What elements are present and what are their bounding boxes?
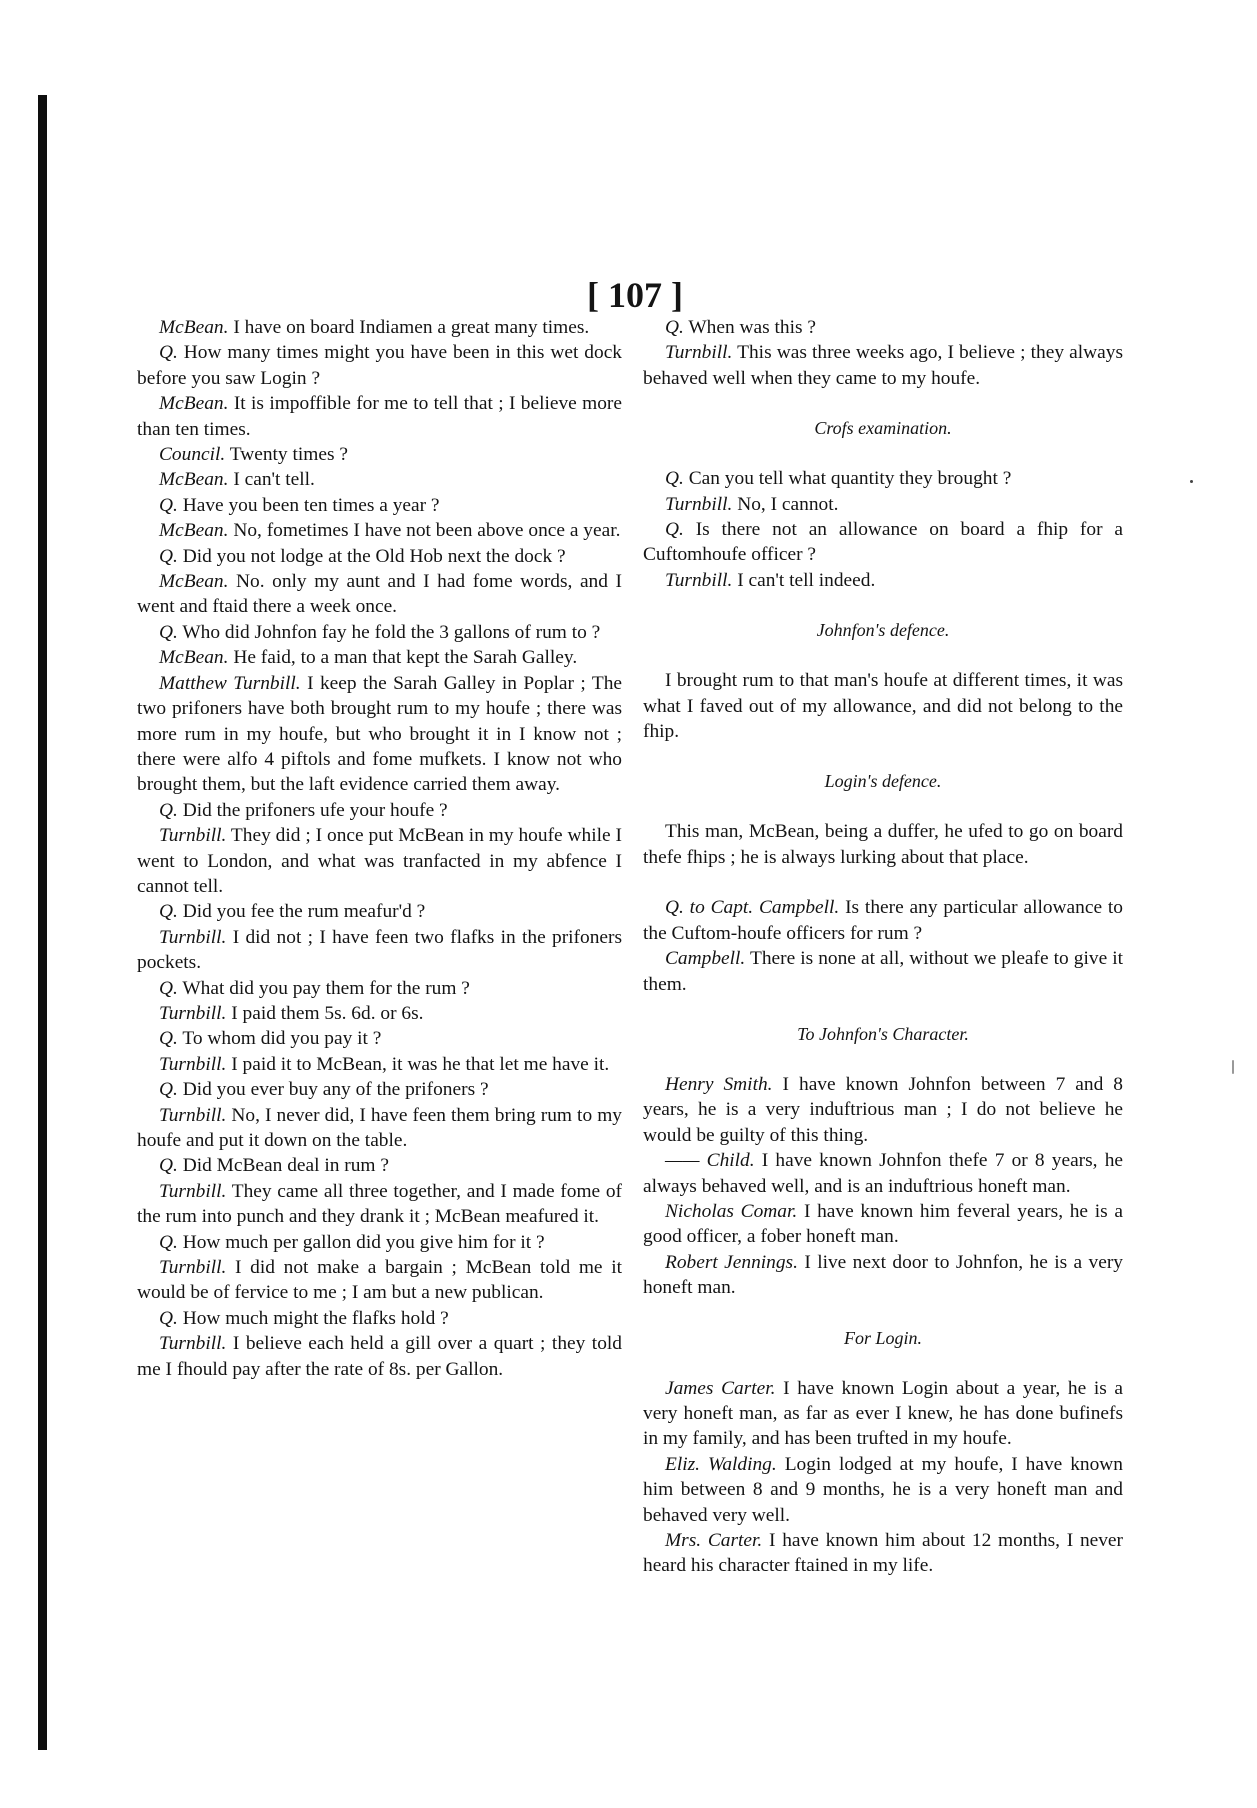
paragraph-text: Can you tell what quantity they brought ? xyxy=(688,468,1012,490)
speaker-label: —— Child. xyxy=(665,1150,755,1172)
left-column xyxy=(137,315,622,1382)
paragraph-text: I believe each held a gill over a quart ; they told me I fhould pay after the rate of 8s. per Gallon. xyxy=(137,1333,622,1380)
speaker-label: Q. xyxy=(159,977,178,999)
speaker-label: McBean. xyxy=(159,520,229,542)
speaker-label: Q. xyxy=(159,1231,178,1253)
paragraph xyxy=(137,1001,622,1026)
paragraph-text: It is impoffible for me to tell that ; I believe more than ten times. xyxy=(137,393,622,440)
paragraph xyxy=(137,823,622,899)
right-column xyxy=(643,315,1123,1579)
paragraph xyxy=(137,925,622,976)
speaker-label: Q. xyxy=(159,1028,178,1050)
paragraph xyxy=(137,442,622,467)
paragraph xyxy=(137,1179,622,1230)
paragraph xyxy=(137,620,622,645)
speaker-label: Q. xyxy=(159,1079,178,1101)
speaker-label: McBean. xyxy=(159,571,229,593)
speaker-label: McBean. xyxy=(159,647,229,669)
paragraph-text: They came all three together, and I made fome of the rum into punch and they drank it ; McBean meafured it. xyxy=(137,1180,622,1228)
paragraph xyxy=(137,467,622,492)
paragraph-text: There is none at all, without we pleafe to give it them. xyxy=(643,948,1123,995)
speaker-label: Mrs. Carter. xyxy=(665,1530,763,1551)
speaker-label: McBean. xyxy=(159,469,229,491)
paragraph-text: Twenty times ? xyxy=(229,444,348,466)
scan-speck xyxy=(1190,480,1193,483)
paragraph xyxy=(643,1199,1123,1250)
paragraph xyxy=(643,1250,1123,1301)
paragraph-text: This was three weeks ago, I believe ; they always behaved well when they came to my houfe. xyxy=(643,342,1124,389)
paragraph xyxy=(643,946,1123,997)
speaker-label: Q. xyxy=(159,1307,178,1329)
paragraph-text: I keep the Sarah Galley in Poplar ; The two prifoners have both brought rum to my houfe ; there was more rum in my houfe, but who brought it in I know not ; there were alfo 4 piftols and fome mufkets. I know not who brought them, but the laft evidence carried them away. xyxy=(137,672,623,796)
paragraph xyxy=(643,1148,1123,1199)
margin-binding-rule xyxy=(38,95,47,1750)
paragraph-text: I paid them 5s. 6d. or 6s. xyxy=(231,1002,424,1024)
paragraph xyxy=(137,671,622,798)
paragraph-text: They did ; I once put McBean in my houfe while I went to London, and what was tranfacted in my abfence I cannot tell. xyxy=(137,825,622,897)
paragraph xyxy=(643,819,1123,870)
paragraph-text: He faid, to a man that kept the Sarah Galley. xyxy=(233,647,578,669)
paragraph-text: Did McBean deal in rum ? xyxy=(182,1155,389,1177)
paragraph xyxy=(643,340,1123,391)
paragraph-text: Did the prifoners ufe your houfe ? xyxy=(182,799,448,821)
paragraph-text: I paid it to McBean, it was he that let me have it. xyxy=(231,1053,610,1075)
paragraph xyxy=(137,1255,622,1306)
paragraph xyxy=(137,340,622,391)
paragraph xyxy=(137,1103,622,1154)
section-heading: Login's defence. xyxy=(824,771,942,792)
paragraph xyxy=(643,492,1123,517)
paragraph-text: How much per gallon did you give him for it ? xyxy=(182,1231,545,1253)
paragraph xyxy=(137,544,622,569)
paragraph xyxy=(643,1452,1123,1528)
speaker-label: McBean. xyxy=(159,317,229,338)
paragraph xyxy=(137,1077,622,1102)
paragraph-text: I have known Login about a year, he is a very honeft man, as far as ever I knew, he has done bufinefs in my family, and has been trufted in my houfe. xyxy=(643,1377,1123,1450)
paragraph-text: Login lodged at my houfe, I have known him between 8 and 9 months, he is a very honeft man and behaved very well. xyxy=(643,1453,1123,1526)
speaker-label: Robert Jennings. xyxy=(665,1251,798,1273)
speaker-label: Q. xyxy=(159,1155,178,1177)
paragraph-text: To whom did you pay it ? xyxy=(182,1028,382,1050)
speaker-label: Q. to Capt. Campbell. xyxy=(665,897,840,919)
paragraph-text: Did you ever buy any of the prifoners ? xyxy=(182,1079,489,1101)
paragraph-text: Did you fee the rum meafur'd ? xyxy=(182,901,426,923)
speaker-label: Turnbill. xyxy=(159,926,227,948)
paragraph-text: How many times might you have been in this wet dock before you saw Login ? xyxy=(137,342,622,389)
paragraph-text: Who did Johnfon fay he fold the 3 gallons of rum to ? xyxy=(182,621,601,643)
paragraph xyxy=(643,517,1123,568)
paragraph-text: I live next door to Johnfon, he is a very honeft man. xyxy=(643,1251,1123,1299)
scan-speck xyxy=(1232,1060,1234,1074)
speaker-label: Q. xyxy=(159,901,178,923)
paragraph xyxy=(137,1153,622,1178)
paragraph xyxy=(643,1528,1123,1579)
paragraph-text: What did you pay them for the rum ? xyxy=(182,977,470,999)
paragraph-text: No, I never did, I have feen them bring rum to my houfe and put it down on the table. xyxy=(137,1104,622,1151)
paragraph-text: I have known Johnfon between 7 and 8 years, he is a very induftrious man ; I do not believe he would be guilty of this thing. xyxy=(643,1073,1123,1146)
speaker-label: Q. xyxy=(159,342,178,364)
paragraph-text: Have you been ten times a year ? xyxy=(182,494,440,516)
paragraph xyxy=(137,1026,622,1051)
speaker-label: Turnbill. xyxy=(665,493,733,515)
paragraph-text: I have known him about 12 months, I never heard his character ftained in my life. xyxy=(643,1530,1123,1577)
paragraph xyxy=(643,466,1123,491)
page-number: [ 107 ] xyxy=(587,275,683,315)
paragraph xyxy=(643,1376,1123,1452)
speaker-label: Matthew Turnbill. xyxy=(159,672,301,694)
paragraph-text: I have on board Indiamen a great many times. xyxy=(233,317,590,338)
paragraph-text: I can't tell indeed. xyxy=(737,569,876,591)
paragraph-text: No, I cannot. xyxy=(737,493,839,515)
paragraph xyxy=(137,645,622,670)
speaker-label: Q. xyxy=(159,799,178,821)
paragraph xyxy=(137,1331,622,1382)
speaker-label: Q. xyxy=(665,468,684,490)
speaker-label: Turnbill. xyxy=(665,342,733,364)
paragraph xyxy=(137,1052,622,1077)
paragraph-text: When was this ? xyxy=(688,317,816,338)
section-heading: For Login. xyxy=(843,1327,922,1348)
speaker-label: Council. xyxy=(159,444,226,466)
speaker-label: Q. xyxy=(159,621,178,643)
paragraph-text: Is there any particular allowance to the Cuftom-houfe officers for rum ? xyxy=(643,897,1123,944)
paragraph xyxy=(137,798,622,823)
speaker-label: Q. xyxy=(159,494,178,516)
speaker-label: Turnbill. xyxy=(159,1180,227,1202)
speaker-label: Turnbill. xyxy=(665,569,733,591)
paragraph-text: I did not ; I have feen two flafks in the prifoners pockets. xyxy=(137,926,622,974)
paragraph-text: This man, McBean, being a duffer, he ufed to go on board thefe fhips ; he is always lurking about that place. xyxy=(643,821,1123,868)
paragraph xyxy=(137,518,622,543)
paragraph xyxy=(137,569,622,620)
paragraph xyxy=(137,315,622,340)
paragraph xyxy=(137,391,622,442)
speaker-label: Turnbill. xyxy=(159,1257,227,1279)
paragraph-text: No, fometimes I have not been above once a year. xyxy=(233,520,621,542)
paragraph xyxy=(137,976,622,1001)
section-heading: To Johnfon's Character. xyxy=(797,1023,969,1044)
speaker-label: Q. xyxy=(159,545,178,567)
speaker-label: McBean. xyxy=(159,393,229,415)
speaker-label: Turnbill. xyxy=(159,1333,227,1355)
speaker-label: Eliz. Walding. xyxy=(665,1453,777,1475)
speaker-label: Turnbill. xyxy=(159,1002,227,1024)
paragraph-text: No. only my aunt and I had fome words, and I went and ftaid there a week once. xyxy=(137,571,622,618)
paragraph xyxy=(643,315,1123,340)
paragraph xyxy=(137,1306,622,1331)
speaker-label: Nicholas Comar. xyxy=(665,1200,798,1222)
speaker-label: Campbell. xyxy=(665,948,746,970)
speaker-label: Turnbill. xyxy=(159,1104,227,1126)
paragraph xyxy=(137,493,622,518)
speaker-label: Turnbill. xyxy=(159,1053,227,1075)
paragraph xyxy=(137,1230,622,1255)
speaker-label: Q. xyxy=(665,317,684,338)
section-heading: Johnfon's defence. xyxy=(816,620,950,641)
section-heading: Crofs examination. xyxy=(814,418,952,439)
speaker-label: Turnbill. xyxy=(159,825,227,847)
speaker-label: Henry Smith. xyxy=(665,1073,773,1095)
paragraph-text: I brought rum to that man's houfe at different times, it was what I faved out of my allowance, and did not belong to the fhip. xyxy=(643,670,1123,743)
paragraph-text: How much might the flafks hold ? xyxy=(182,1307,449,1329)
paragraph-text: I have known him feveral years, he is a good officer, a fober honeft man. xyxy=(643,1200,1123,1248)
paragraph xyxy=(643,568,1123,593)
paragraph xyxy=(137,899,622,924)
paragraph xyxy=(643,895,1123,946)
paragraph xyxy=(643,1072,1123,1148)
paragraph-text: I can't tell. xyxy=(233,469,315,491)
speaker-label: James Carter. xyxy=(665,1377,776,1399)
paragraph-text: I did not make a bargain ; McBean told me it would be of fervice to me ; I am but a new publican. xyxy=(137,1257,622,1304)
paragraph-text: I have known Johnfon thefe 7 or 8 years, he always behaved well, and is an induftrious honeft man. xyxy=(643,1150,1123,1197)
speaker-label: Q. xyxy=(665,519,684,541)
paragraph-text: Did you not lodge at the Old Hob next the dock ? xyxy=(182,545,566,567)
paragraph-text: Is there not an allowance on board a fhip for a Cuftomhoufe officer ? xyxy=(643,519,1123,566)
paragraph xyxy=(643,668,1123,744)
